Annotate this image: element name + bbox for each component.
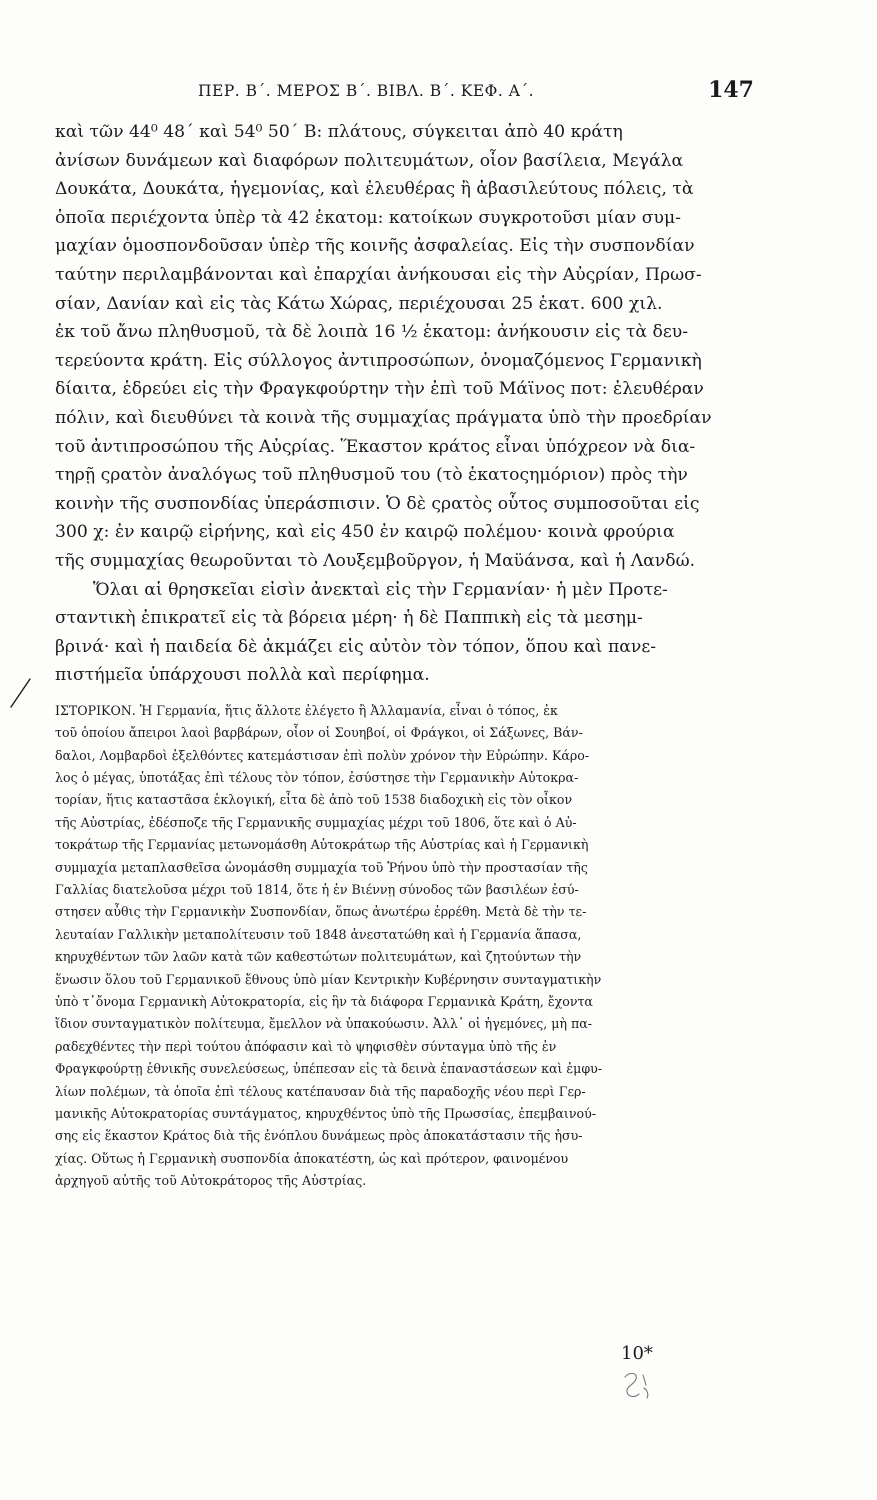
text-line: Ὅλαι αἱ θρησκεῖαι εἰσὶν ἀνεκταὶ εἰς τὴν Γερμανίαν· ἡ μὲν Προτε- [93, 579, 668, 600]
text-line: πόλιν, καὶ διευθύνει τὰ κοινὰ τῆς συμμαχίας πράγματα ὑπὸ τὴν προεδρίαν [55, 407, 712, 428]
note-line: σης εἰς ἕκαστον Κράτος διὰ τῆς ἐνόπλου δυνάμεως πρὸς ἀποκατάστασιν τῆς ἡσυ- [55, 1128, 583, 1144]
note-line: τοῦ ὁποίου ἄπειροι λαοὶ βαρβάρων, οἷον οἱ Σουηβοί, οἱ Φράγκοι, οἱ Σάξωνες, Βάν- [55, 725, 583, 741]
text-line: 300 χ: ἐν καιρῷ εἰρήνης, καὶ εἰς 450 ἐν καιρῷ πολέμου· κοινὰ φρούρια [55, 522, 675, 543]
text-line: μαχίαν ὁμοσπονδοῦσαν ὑπὲρ τῆς κοινῆς ἀσφαλείας. Εἰς τὴν συσπονδίαν [55, 236, 695, 257]
note-line: μανικῆς Αὐτοκρατορίας συντάγματος, κηρυχθέντος ὑπὸ τῆς Πρωσσίας, ἐπεμβαινού- [55, 1105, 597, 1121]
note-line: ὑπὸ τ᾽ὄνομα Γερμανικὴ Αὐτοκρατορία, εἰς ἣν τὰ διάφορα Γερμανικὰ Κράτη, ἔχοντα [55, 993, 593, 1009]
text-line: βρινά· καὶ ἡ παιδεία δὲ ἀκμάζει εἰς αὐτὸν τὸν τόπον, ὅπου καὶ πανε- [55, 636, 657, 657]
note-line: ἕνωσιν ὅλου τοῦ Γερμανικοῦ ἔθνους ὑπὸ μίαν Κεντρικὴν Κυβέρνησιν συνταγματικὴν [55, 971, 602, 987]
note-line: ἀρχηγοῦ αὐτῆς τοῦ Αὐτοκράτορος τῆς Αὐστρίας. [55, 1173, 367, 1189]
note-line: Γαλλίας διατελοῦσα μέχρι τοῦ 1814, ὅτε ἡ ἐν Βιέννῃ σύνοδος τῶν βασιλέων ἐσύ- [55, 882, 579, 897]
note-line: ραδεχθέντες τὴν περὶ τούτου ἀπόφασιν καὶ τὸ ψηφισθὲν σύνταγμα ὑπὸ τῆς ἐν [55, 1038, 557, 1054]
text-line: καὶ τῶν 44⁰ 48΄ καὶ 54⁰ 50΄ Β: πλάτους, σύγκειται ἀπὸ 40 κράτη [55, 122, 623, 142]
note-line: τοκράτωρ τῆς Γερμανίας μετωνομάσθη Αὐτοκράτωρ τῆς Αὐστρίας καὶ ἡ Γερμανικὴ [55, 837, 589, 853]
note-line: κηρυχθέντων τῶν λαῶν κατὰ τῶν καθεστώτων πολιτευμάτων, καὶ ζητούντων τὴν [55, 949, 582, 965]
text-line: τερεύοντα κράτη. Εἰς σύλλογος ἀντιπροσώπων, ὀνομαζόμενος Γερμανικὴ [55, 350, 702, 371]
text-line: ὁποῖα περιέχοντα ὑπὲρ τὰ 42 ἑκατομ: κατοίκων συγκροτοῦσι μίαν συμ- [55, 207, 681, 228]
text-line: τοῦ ἀντιπροσώπου τῆς Αὐςρίας. Ἕκαστον κράτος εἶναι ὑπόχρεον νὰ δια- [55, 436, 696, 457]
text-line: σίαν, Δανίαν καὶ εἰς τὰς Κάτω Χώρας, περιέχουσαι 25 ἑκατ. 600 χιλ. [55, 293, 663, 314]
text-line: ἀνίσων δυνάμεων καὶ διαφόρων πολιτευμάτων, οἷον βασίλεια, Μεγάλα [55, 150, 684, 171]
text-line: σταντικὴ ἐπικρατεῖ εἰς τὰ βόρεια μέρη· ἡ δὲ Παππικὴ εἰς τὰ μεσημ- [55, 608, 643, 629]
note-line: τορίαν, ἥτις καταστᾶσα ἐκλογική, εἶτα δὲ ἀπὸ τοῦ 1538 διαδοχικὴ εἰς τὸν οἶκον [55, 792, 573, 808]
note-line: δαλοι, Λομβαρδοὶ ἐξελθόντες κατεμάστισαν ἐπὶ πολὺν χρόνον τὴν Εὐρώπην. Κάρο- [55, 747, 590, 763]
margin-stroke-mark-icon [8, 676, 32, 710]
page-header [198, 77, 754, 110]
text-line: Δουκάτα, Δουκάτα, ἡγεμονίας, καὶ ἐλευθέρας ἢ ἀβασιλεύτους πόλεις, τὰ [55, 179, 694, 200]
note-line: λος ὁ μέγας, ὑποτάξας ἐπὶ τέλους τὸν τόπον, ἐσύστησε τὴν Γερμανικὴν Αὐτοκρα- [55, 770, 579, 786]
pencil-scribble-icon [620, 1367, 656, 1405]
note-line: χίας. Οὕτως ἡ Γερμανικὴ συσπονδία ἀποκατέστη, ὡς καὶ πρότερον, φαινομένου [55, 1150, 569, 1166]
page-number: 147 [708, 77, 754, 103]
text-line: τῆς συμμαχίας θεωροῦνται τὸ Λουξεμβοῦργον, ἡ Μαϋάνσα, καὶ ἡ Λανδώ. [55, 550, 696, 571]
main-text [55, 118, 755, 690]
note-line: τῆς Αὐστρίας, ἐδέσποζε τῆς Γερμανικῆς συμμαχίας μέχρι τοῦ 1806, ὅτε καὶ ὁ Αὐ- [55, 814, 577, 830]
note-line: συμμαχία μεταπλασθεῖσα ὠνομάσθη συμμαχία τοῦ Ῥήνου ὑπὸ τὴν προστασίαν τῆς [55, 859, 588, 875]
text-line: δίαιτα, ἑδρεύει εἰς τὴν Φραγκφούρτην τὴν ἐπὶ τοῦ Μάϊνος ποτ: ἐλευθέραν [55, 379, 704, 400]
text-line: ταύτην περιλαμβάνονται καὶ ἐπαρχίαι ἀνήκουσαι εἰς τὴν Αὐςρίαν, Πρωσ- [55, 264, 702, 285]
note-line: ΙΣΤΟΡΙΚΟΝ. Ἡ Γερμανία, ἥτις ἄλλοτε ἐλέγετο ἢ Ἀλλαμανία, εἶναι ὁ τόπος, ἐκ [55, 702, 558, 718]
running-head: ΠΕΡ. Β΄. ΜΕΡΟΣ Β΄. ΒΙΒΛ. Β΄. ΚΕΦ. Α΄. [198, 82, 535, 100]
page-content [55, 118, 755, 1192]
historical-note [55, 700, 755, 1193]
text-line: τηρῇ ςρατὸν ἀναλόγως τοῦ πληθυσμοῦ του (τὸ ἑκατοςημόριον) πρὸς τὴν [55, 465, 688, 486]
note-line: λευταίαν Γαλλικὴν μεταπολίτευσιν τοῦ 1848 ἀνεστατώθη καὶ ἡ Γερμανία ἅπασα, [55, 926, 582, 942]
signature-mark: 10* [621, 1343, 653, 1364]
note-line: ἴδιον συνταγματικὸν πολίτευμα, ἔμελλον νὰ ὑπακούωσιν. Ἀλλ᾽ οἱ ἡγεμόνες, μὴ πα- [55, 1016, 593, 1032]
note-line: Φραγκφούρτῃ ἐθνικῆς συνελεύσεως, ὑπέπεσαν εἰς τὰ δεινὰ ἐπαναστάσεων καὶ ἐμφυ- [55, 1061, 603, 1077]
text-line: κοινὴν τῆς συσπονδίας ὑπεράσπισιν. Ὁ δὲ ςρατὸς οὗτος συμποσοῦται εἰς [55, 493, 700, 514]
text-line: πιστήμεῖα ὑπάρχουσι πολλὰ καὶ περίφημα. [55, 665, 430, 686]
text-line: ἐκ τοῦ ἄνω πληθυσμοῦ, τὰ δὲ λοιπὰ 16 ½ ἑκατομ: ἀνήκουσιν εἰς τὰ δευ- [55, 322, 689, 343]
note-line: λίων πολέμων, τὰ ὁποῖα ἐπὶ τέλους κατέπαυσαν διὰ τῆς παραδοχῆς νέου περὶ Γερ- [55, 1083, 586, 1099]
note-line: στησεν αὖθις τὴν Γερμανικὴν Συσπονδίαν, ὅπως ἀνωτέρω ἐρρέθη. Μετὰ δὲ τὴν τε- [55, 904, 587, 920]
